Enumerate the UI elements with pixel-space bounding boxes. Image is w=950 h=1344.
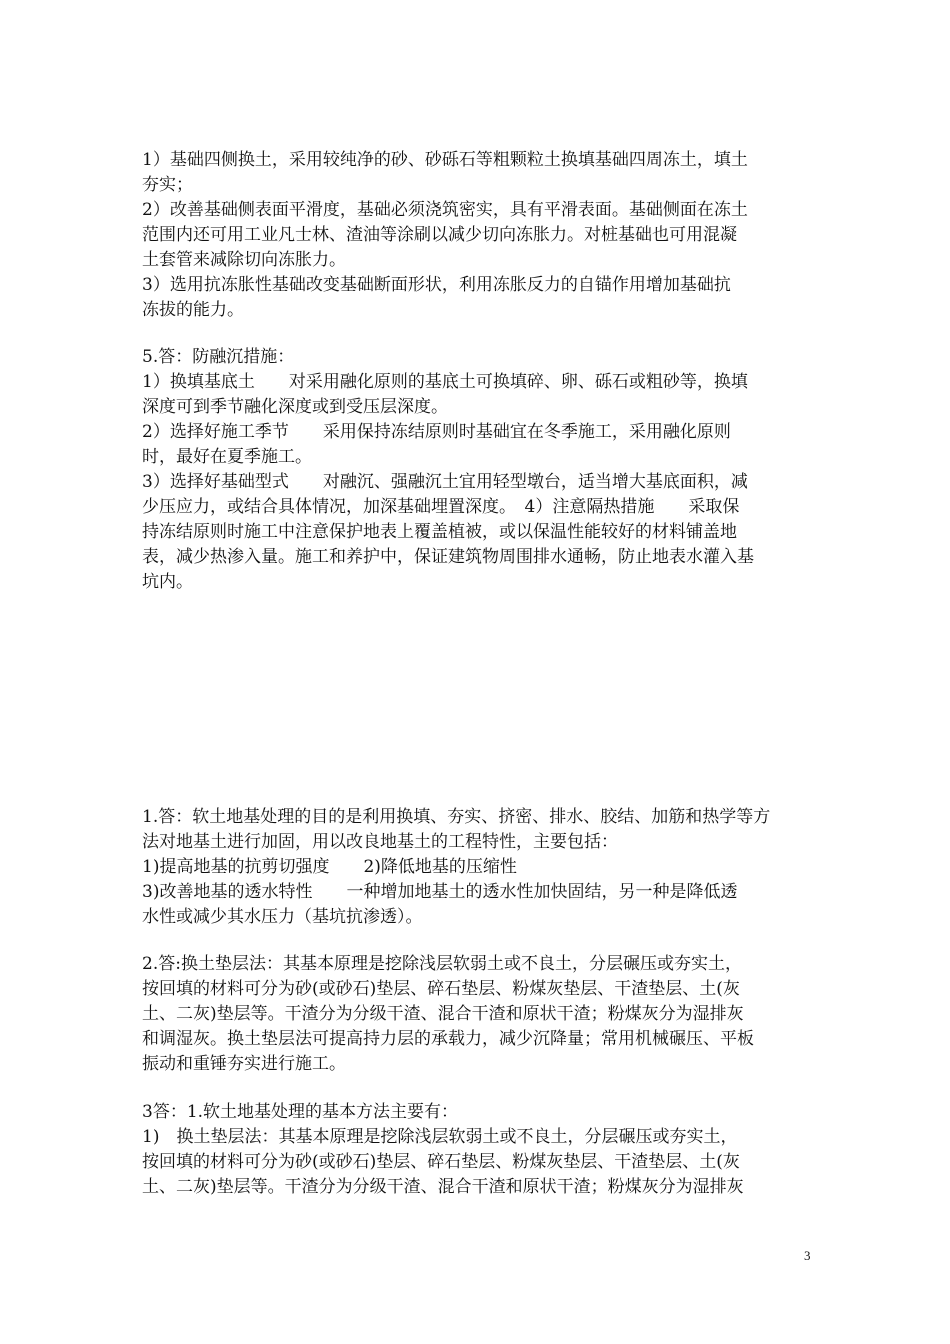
text-line: 土、二灰)垫层等。干渣分为分级干渣、混合干渣和原状干渣；粉煤灰分为湿排灰 <box>142 1177 744 1197</box>
text-line: 1）基础四侧换土，采用较纯净的砂、砂砾石等粗颗粒土换填基础四周冻土，填土 <box>142 150 748 170</box>
text-line: 水性或减少其水压力（基坑抗渗透）。 <box>142 907 423 927</box>
text-line: 范围内还可用工业凡士林、渣油等涂刷以减少切向冻胀力。对桩基础也可用混凝 <box>142 225 737 245</box>
text-line: 1) 换土垫层法：其基本原理是挖除浅层软弱土或不良土，分层碾压或夯实土， <box>142 1127 738 1147</box>
text-line: 土、二灰)垫层等。干渣分为分级干渣、混合干渣和原状干渣；粉煤灰分为湿排灰 <box>142 1004 744 1024</box>
text-line: 3)改善地基的透水特性 一种增加地基土的透水性加快固结，另一种是降低透 <box>142 882 738 902</box>
text-line: 按回填的材料可分为砂(或砂石)垫层、碎石垫层、粉煤灰垫层、干渣垫层、土(灰 <box>142 1152 740 1172</box>
text-line: 和调湿灰。换土垫层法可提高持力层的承载力，减少沉降量；常用机械碾压、平板 <box>142 1029 754 1049</box>
text-line: 3）选择好基础型式 对融沉、强融沉土宜用轻型墩台，适当增大基底面积，减 <box>142 472 748 492</box>
text-line: 5.答：防融沉措施： <box>142 347 295 367</box>
page-number: 3 <box>804 1248 811 1263</box>
text-line: 2）改善基础侧表面平滑度，基础必须浇筑密实，具有平滑表面。基础侧面在冻土 <box>142 200 748 220</box>
text-line: 冻拔的能力。 <box>142 300 244 320</box>
text-line: 2）选择好施工季节 采用保持冻结原则时基础宜在冬季施工，采用融化原则 <box>142 422 731 442</box>
text-line: 时，最好在夏季施工。 <box>142 447 312 467</box>
text-line: 深度可到季节融化深度或到受压层深度。 <box>142 397 448 417</box>
text-line: 土套管来减除切向冻胀力。 <box>142 250 346 270</box>
text-line: 3）选用抗冻胀性基础改变基础断面形状，利用冻胀反力的自锚作用增加基础抗 <box>142 275 731 295</box>
answer-3-section <box>142 1100 817 1200</box>
text-line: 1.答：软土地基处理的目的是利用换填、夯实、挤密、排水、胶结、加筋和热学等方 <box>142 807 771 827</box>
answer-2-section <box>142 952 817 1077</box>
text-line: 表，减少热渗入量。施工和养护中，保证建筑物周围排水通畅，防止地表水灌入基 <box>142 547 754 567</box>
thaw-settlement-measures-section <box>142 345 817 595</box>
text-line: 持冻结原则时施工中注意保护地表上覆盖植被，或以保温性能较好的材料铺盖地 <box>142 522 737 542</box>
text-line: 1）换填基底土 对采用融化原则的基底土可换填碎、卵、砾石或粗砂等，换填 <box>142 372 748 392</box>
answer-1-section <box>142 805 817 930</box>
text-line: 2.答:换土垫层法：其基本原理是挖除浅层软弱土或不良土，分层碾压或夯实土， <box>142 954 742 974</box>
text-line: 夯实； <box>142 175 193 195</box>
text-line: 1)提高地基的抗剪切强度 2)降低地基的压缩性 <box>142 857 517 877</box>
text-line: 3答：1.软土地基处理的基本方法主要有： <box>142 1102 459 1122</box>
text-line: 按回填的材料可分为砂(或砂石)垫层、碎石垫层、粉煤灰垫层、干渣垫层、土(灰 <box>142 979 740 999</box>
text-line: 坑内。 <box>142 572 193 592</box>
text-line: 振动和重锤夯实进行施工。 <box>142 1054 346 1074</box>
text-line: 法对地基土进行加固，用以改良地基土的工程特性，主要包括： <box>142 832 618 852</box>
frost-heave-measures-section <box>142 148 817 323</box>
text-line: 少压应力，或结合具体情况，加深基础埋置深度。 4）注意隔热措施 采取保 <box>142 497 740 517</box>
